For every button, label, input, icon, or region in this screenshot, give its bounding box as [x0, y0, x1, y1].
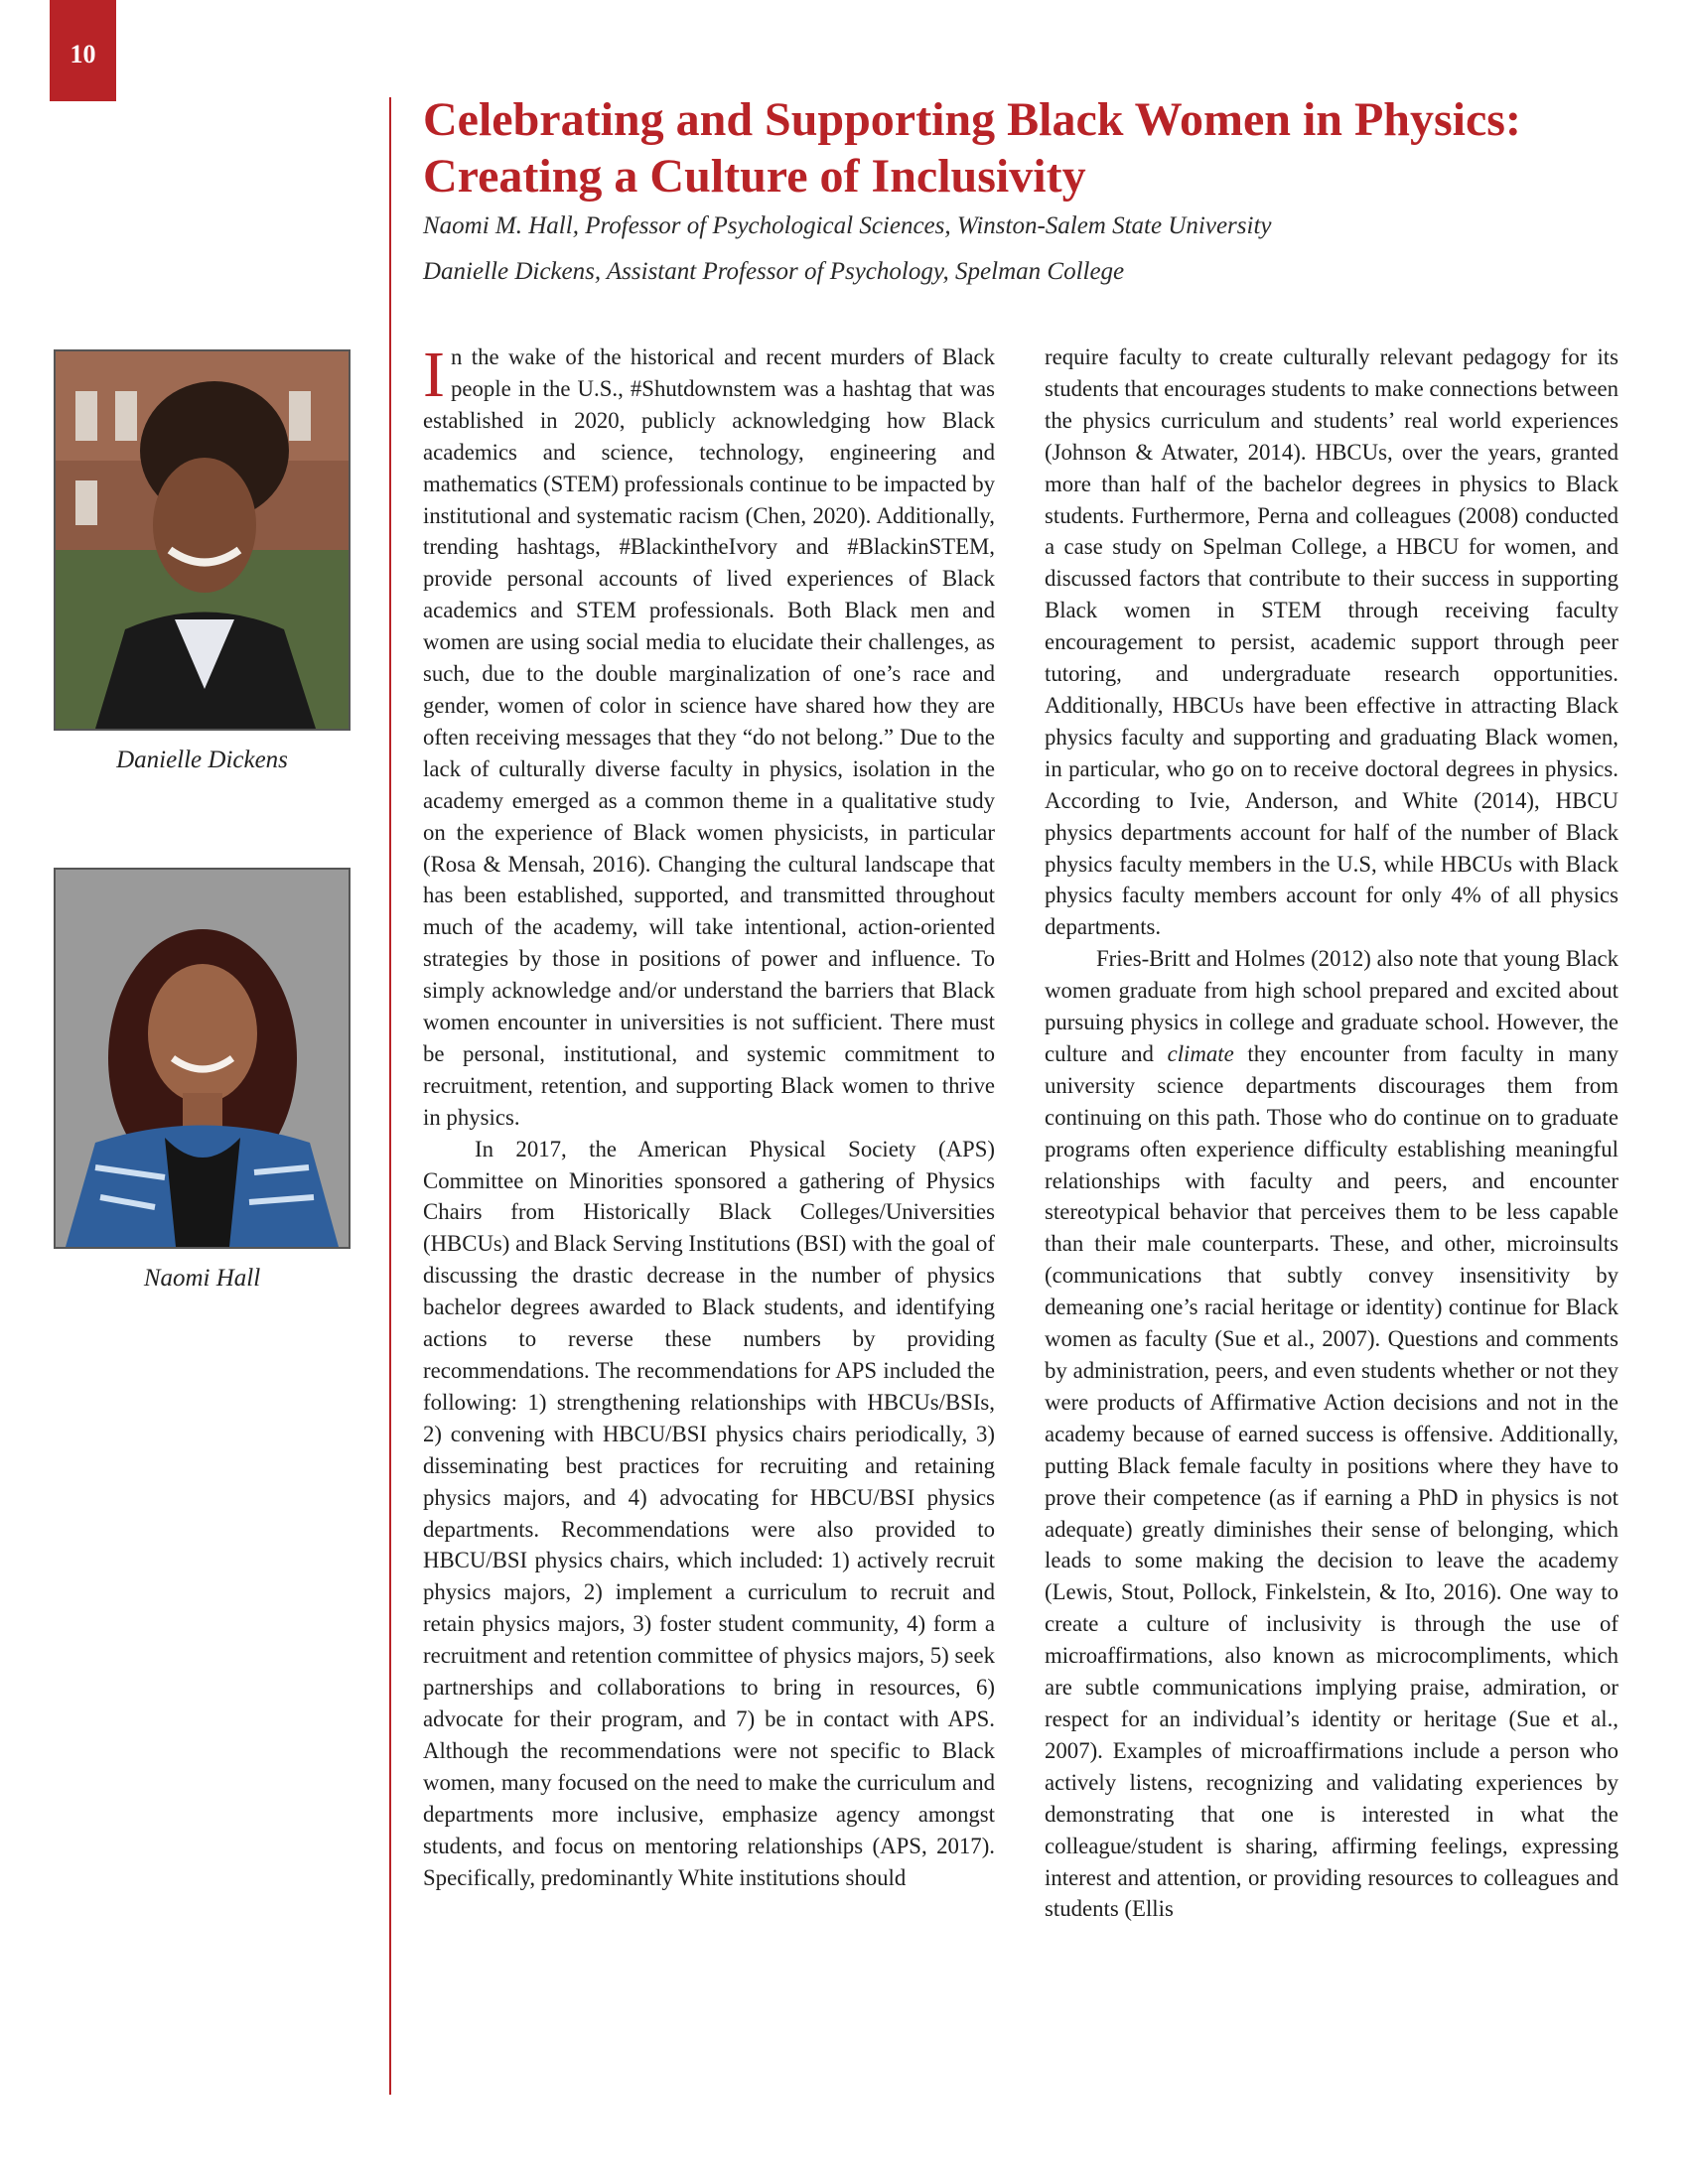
photo-caption: Naomi Hall	[143, 1265, 261, 1292]
page-number: 10	[50, 0, 116, 101]
paragraph-text: n the wake of the historical and recent murders of Black people in the U.S., #Shutdownstem was a hashtag that was established in 2020, publicly acknowledging how Black academics and science, technology, engineering and mathematics (STEM) professionals continue to be impacted by institutional and systematic racism (Chen, 2020). Additionally, trending hashtags, #BlackintheIvory and #BlackinSTEM, provide personal accounts of lived experiences of Black academics and STEM professionals. Both Black men and women are using social media to elucidate their challenges, as such, due to the double marginalization of one’s race and gender, women of color in science have shared how they are often receiving messages that they “do not belong.” Due to the lack of culturally diverse faculty in physics, isolation in the academy emerged as a common theme in a qualitative study on the experience of Black women physicists, in particular (Rosa & Mensah, 2016). Changing the cultural landscape that has been established, supported, and transmitted throughout much of the academy, will take intentional, action-oriented strategies by those in positions of power and influence. To simply acknowledge and/or understand the barriers that Black women encounter in universities is not sufficient. There must be personal, institutional, and systemic commitment to recruitment, retention, and supporting Black women to thrive in physics.	[423, 344, 995, 1130]
emphasis-text: climate	[1167, 1040, 1234, 1066]
drop-cap: I	[423, 339, 445, 411]
body-paragraph: In 2017, the American Physical Society (APS) Committee on Minorities sponsored a gathering of Physics Chairs from Historically Black Colleges/Universities (HBCUs) and Black Serving Institutions (BSI) with the goal of discussing the drastic decrease in the number of physics bachelor degrees awarded to Black students, and identifying actions to reverse these numbers by providing recommendations. The recommendations for APS included the following: 1) strengthening relationships with HBCUs/BSIs, 2) convening with HBCU/BSI physics chairs periodically, 3) disseminating best practices for recruiting and retaining physics majors, and 4) advocating for HBCU/BSI physics departments. Recommendations were also provided to HBCU/BSI physics chairs, which included: 1) actively recruit physics majors, 2) implement a curriculum to recruit and retain physics majors, 3) foster student community, 4) form a recruitment and retention committee of physics majors, 5) seek partnerships and collaborations to bring in resources, 6) advocate for their program, and 7) be in contact with APS. Although the recommendations were not specific to Black women, many focused on the need to make the curriculum and departments more inclusive, emphasize agency amongst students, and focus on mentoring relationships (APS, 2017). Specifically, predominantly White institutions should	[423, 1136, 995, 1890]
paragraph-text: Fries-Britt and Holmes (2012) also note that young Black women graduate from high school prepared and excited about pursuing physics in college and graduate school. However, the culture and	[1045, 946, 1618, 1066]
body-paragraph	[1045, 943, 1618, 1925]
article-title: Celebrating and Supporting Black Women in Physics: Creating a Culture of Inclusivity	[423, 93, 1521, 203]
author-photo-danielle-dickens	[54, 349, 351, 731]
text-column-left	[423, 341, 995, 1893]
author-byline: Danielle Dickens, Assistant Professor of Psychology, Spelman College	[423, 258, 1125, 285]
paragraph-text: they encounter from faculty in many university science departments discourages them from continuing on this path. Those who do continue on to graduate programs often experience difficulty establishing meaningful relationships with faculty and peers, and encounter stereotypical behavior that perceives them to be less capable than their male counterparts. These, and other, microinsults (communications that subtly convey insensitivity by demeaning one’s racial heritage or identity) continue for Black women as faculty (Sue et al., 2007). Questions and comments by administration, peers, and even students whether or not they were products of Affirmative Action decisions and not in the academy because of earned success is offensive. Additionally, putting Black female faculty in positions where they have to prove their competence (as if earning a PhD in physics is not adequate) greatly diminishes their sense of belonging, which leads to some making the decision to leave the academy (Lewis, Stout, Pollock, Finkelstein, & Ito, 2016). One way to create a culture of inclusivity is through the use of microaffirmations, also known as microcompliments, which are subtle communications implying praise, admiration, or respect for an individual’s identity or heritage (Sue et al., 2007). Examples of microaffirmations include a person who actively listens, recognizing and validating experiences by demonstrating that one is interested in what the colleague/student is sharing, affirming feelings, expressing interest and attention, or providing resources to colleagues and students (Ellis	[1045, 1040, 1618, 1922]
body-paragraph: require faculty to create culturally relevant pedagogy for its students that encourages students to make connections between the physics curriculum and students’ real world experiences (Johnson & Atwater, 2014). HBCUs, over the years, granted more than half of the bachelor degrees in physics to Black students. Furthermore, Perna and colleagues (2008) conducted a case study on Spelman College, a HBCU for women, and discussed factors that contribute to their success in supporting Black women in STEM through receiving faculty encouragement to persist, academic support through peer tutoring, and undergraduate research opportunities. Additionally, HBCUs have been effective in attracting Black physics faculty and supporting and graduating Black women, in particular, who go on to receive doctoral degrees in physics. According to Ivie, Anderson, and White (2014), HBCU physics departments account for half of the number of Black physics faculty members in the U.S, while HBCUs with Black physics faculty members account for only 4% of all physics departments.	[1045, 344, 1618, 940]
author-photo-naomi-hall	[54, 868, 351, 1249]
text-column-right	[1045, 341, 1618, 1925]
body-paragraph	[423, 341, 995, 1134]
author-byline: Naomi M. Hall, Professor of Psychological Sciences, Winston-Salem State University	[423, 212, 1272, 239]
photo-caption: Danielle Dickens	[116, 747, 288, 773]
vertical-rule	[389, 97, 391, 2095]
